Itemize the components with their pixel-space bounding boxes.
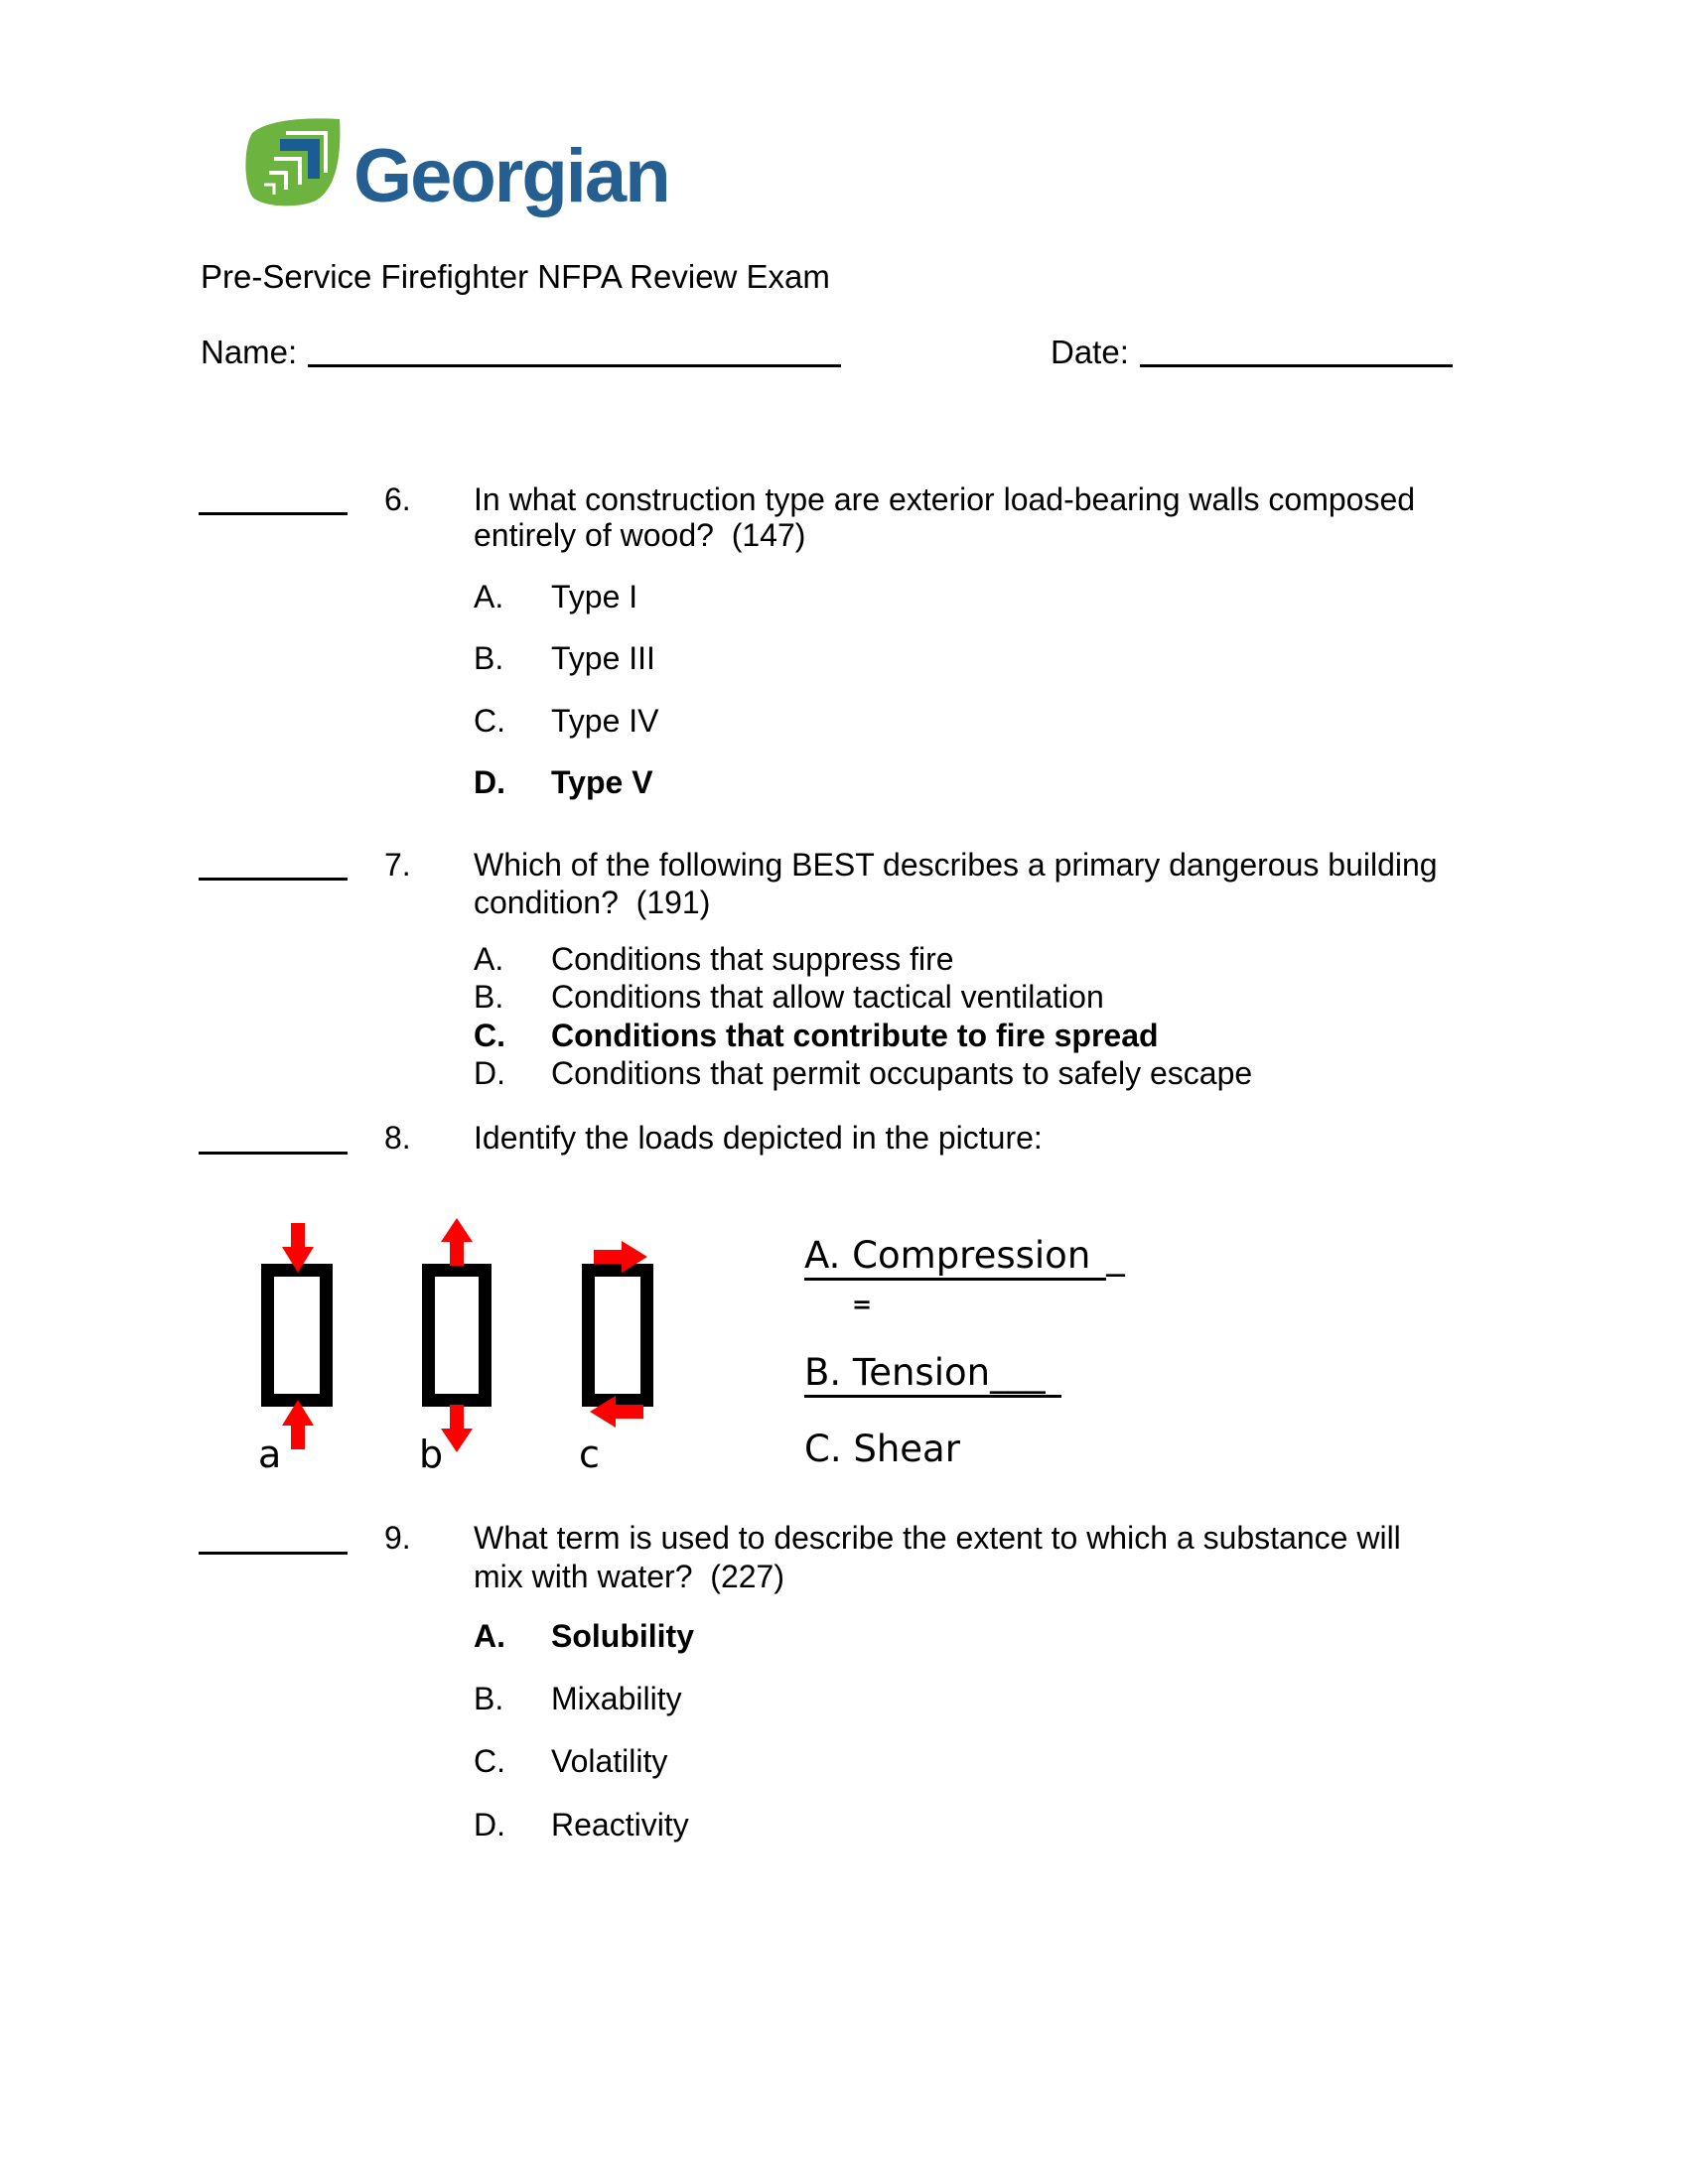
option-letter-q9-b: B.	[474, 1681, 504, 1716]
answer-compression-suffix: _	[1106, 1234, 1125, 1277]
name-blank-line	[308, 364, 841, 367]
option-letter-q9-a: A.	[474, 1618, 505, 1654]
answer-blank-q6	[199, 512, 348, 515]
georgian-leaf-logo-icon	[238, 111, 348, 210]
option-text-q7-a: Conditions that suppress fire	[551, 941, 954, 977]
question-text-q7-line2: condition? (191)	[474, 885, 711, 920]
option-letter-q6-b: B.	[474, 640, 504, 676]
answer-tension	[804, 1351, 1061, 1394]
arrow-b-top-up-icon	[441, 1218, 473, 1266]
equals-mark: =	[852, 1291, 873, 1318]
question-text-q6-line2: entirely of wood? (147)	[474, 517, 806, 553]
arrow-b-bottom-down-icon	[441, 1405, 473, 1452]
answer-blank-q7	[199, 878, 348, 881]
option-text-q6-c: Type IV	[551, 703, 659, 739]
question-text-q8: Identify the loads depicted in the picture:	[474, 1120, 1043, 1156]
option-letter-q7-c: C.	[474, 1018, 505, 1053]
option-text-q7-c: Conditions that contribute to fire spread	[551, 1018, 1159, 1053]
question-text-q9-line2: mix with water? (227)	[474, 1559, 784, 1594]
option-letter-q7-b: B.	[474, 979, 504, 1015]
option-text-q6-b: Type III	[551, 640, 655, 676]
answer-blank-q8	[199, 1152, 348, 1155]
figure-label-c: c	[579, 1433, 600, 1476]
date-label: Date:	[1051, 334, 1129, 370]
question-number-q6: 6.	[384, 481, 411, 517]
option-letter-q7-a: A.	[474, 941, 504, 977]
option-text-q9-a: Solubility	[551, 1618, 694, 1654]
member-a-rect	[268, 1271, 327, 1401]
question-text-q7-line1: Which of the following BEST describes a primary dangerous building	[474, 847, 1438, 883]
figure-label-a: a	[258, 1433, 282, 1476]
option-text-q9-c: Volatility	[551, 1743, 668, 1779]
option-text-q7-d: Conditions that permit occupants to safely escape	[551, 1055, 1253, 1091]
option-letter-q6-a: A.	[474, 579, 504, 614]
answer-shear: C. Shear	[804, 1428, 960, 1470]
option-letter-q6-d: D.	[474, 764, 505, 800]
question-text-q9-line1: What term is used to describe the extent to which a substance will	[474, 1520, 1401, 1556]
answer-compression-text: A. Compression	[804, 1234, 1106, 1281]
page-title: Pre-Service Firefighter NFPA Review Exam	[201, 258, 830, 295]
question-number-q7: 7.	[384, 847, 411, 883]
logo-wordmark: Georgian	[353, 134, 669, 218]
member-c-rect	[589, 1271, 647, 1401]
date-blank-line	[1140, 364, 1453, 367]
member-b-rect	[429, 1271, 486, 1401]
option-letter-q9-d: D.	[474, 1807, 505, 1843]
question-text-q6-line1: In what construction type are exterior load-bearing walls composed	[474, 481, 1416, 517]
question-number-q9: 9.	[384, 1520, 411, 1556]
arrow-a-bottom-up-icon	[282, 1400, 314, 1449]
option-text-q7-b: Conditions that allow tactical ventilation	[551, 979, 1104, 1015]
option-letter-q9-c: C.	[474, 1743, 505, 1779]
option-text-q9-d: Reactivity	[551, 1807, 689, 1843]
figure-label-b: b	[419, 1433, 444, 1476]
name-label: Name:	[201, 334, 298, 370]
option-text-q6-d: Type V	[551, 764, 653, 800]
option-letter-q6-c: C.	[474, 703, 505, 739]
option-text-q6-a: Type I	[551, 579, 638, 614]
loads-figure	[238, 1191, 685, 1469]
answer-blank-q9	[199, 1552, 348, 1555]
option-letter-q7-d: D.	[474, 1055, 505, 1091]
answer-compression	[804, 1234, 1125, 1277]
option-text-q9-b: Mixability	[551, 1681, 682, 1716]
answer-tension-text: B. Tension___	[804, 1351, 1061, 1398]
question-number-q8: 8.	[384, 1120, 411, 1156]
